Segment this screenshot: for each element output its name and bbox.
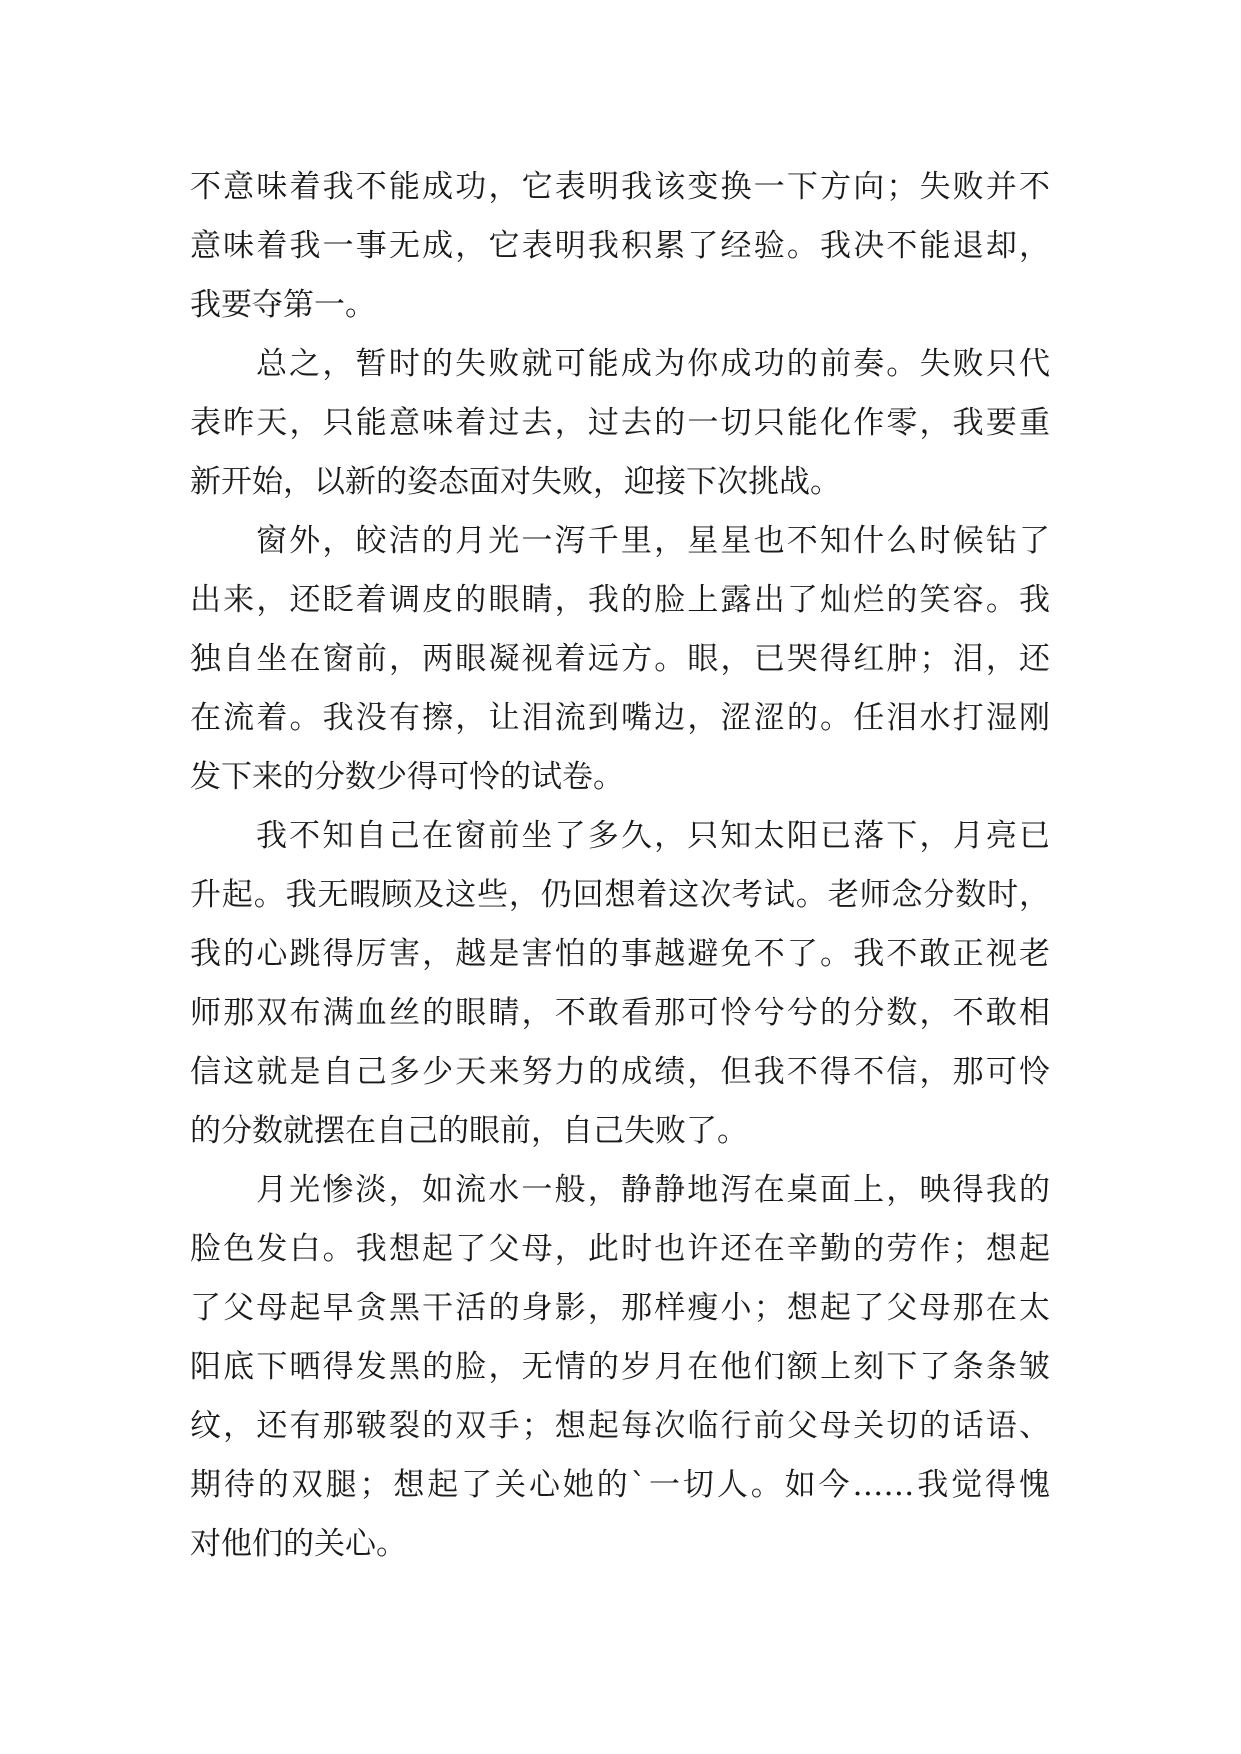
text-line: 升起。我无暇顾及这些，仍回想着这次考试。老师念分数时， [190, 877, 1050, 913]
text-line: 月光惨淡，如流水一般，静静地泻在桌面上，映得我的 [256, 1172, 1050, 1208]
text-line: 的分数就摆在自己的眼前，自己失败了。 [190, 1113, 748, 1149]
text-line: 阳底下晒得发黑的脸，无情的岁月在他们额上刻下了条条皱 [190, 1349, 1050, 1385]
text-line: 在流着。我没有擦，让泪流到嘴边，涩涩的。任泪水打湿刚 [190, 700, 1050, 736]
text-line: 出来，还眨着调皮的眼睛，我的脸上露出了灿烂的笑容。我 [190, 582, 1050, 618]
text-line: 我要夺第一。 [190, 287, 376, 323]
text-line: 脸色发白。我想起了父母，此时也许还在辛勤的劳作；想起 [190, 1231, 1050, 1267]
paragraph [190, 335, 1050, 512]
text-line: 表昨天，只能意味着过去，过去的一切只能化作零，我要重 [190, 405, 1050, 441]
text-line: 师那双布满血丝的眼睛，不敢看那可怜兮兮的分数，不敢相 [190, 995, 1050, 1031]
text-line: 新开始，以新的姿态面对失败，迎接下次挑战。 [190, 464, 841, 500]
text-line: 总之，暂时的失败就可能成为你成功的前奏。失败只代 [256, 346, 1050, 382]
paragraph [190, 1161, 1050, 1574]
text-line: 纹，还有那皲裂的双手；想起每次临行前父母关切的话语、 [190, 1408, 1050, 1444]
text-line: 我不知自己在窗前坐了多久，只知太阳已落下，月亮已 [256, 818, 1050, 854]
paragraph [190, 158, 1050, 335]
text-line: 不意味着我不能成功，它表明我该变换一下方向；失败并不 [190, 169, 1050, 205]
paragraph [190, 512, 1050, 807]
text-line: 期待的双腿；想起了关心她的`一切人。如今……我觉得愧 [190, 1467, 1050, 1503]
text-line: 我的心跳得厉害，越是害怕的事越避免不了。我不敢正视老 [190, 936, 1050, 972]
text-line: 独自坐在窗前，两眼凝视着远方。眼，已哭得红肿；泪，还 [190, 641, 1050, 677]
text-line: 发下来的分数少得可怜的试卷。 [190, 759, 624, 795]
text-line: 了父母起早贪黑干活的身影，那样瘦小；想起了父母那在太 [190, 1290, 1050, 1326]
paragraph [190, 807, 1050, 1161]
text-line: 对他们的关心。 [190, 1526, 407, 1562]
text-line: 意味着我一事无成，它表明我积累了经验。我决不能退却， [190, 228, 1050, 264]
document-body [190, 158, 1050, 1574]
text-line: 窗外，皎洁的月光一泻千里，星星也不知什么时候钻了 [256, 523, 1050, 559]
text-line: 信这就是自己多少天来努力的成绩，但我不得不信，那可怜 [190, 1054, 1050, 1090]
